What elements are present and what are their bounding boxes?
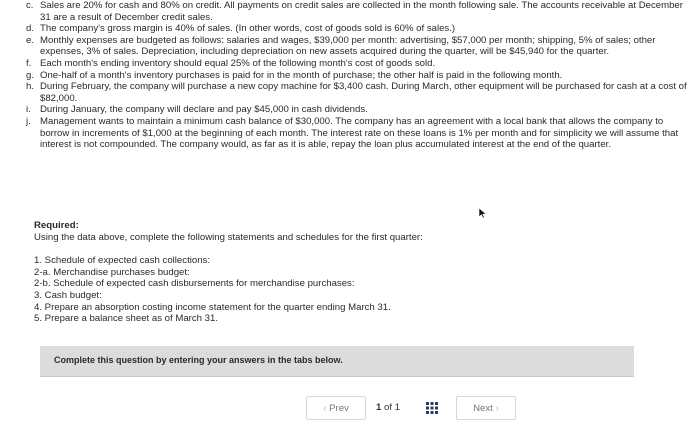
item-marker: g. (26, 69, 35, 81)
chevron-left-icon: ‹ (323, 403, 327, 414)
required-task-list (34, 255, 674, 325)
grid-icon[interactable] (426, 402, 438, 414)
task-item: 2-a. Merchandise purchases budget: (34, 266, 190, 278)
item-marker: e. (26, 34, 35, 46)
item-text: Sales are 20% for cash and 80% on credit. All payments on credit sales are collected in the month following sale. The accounts receivable at December 31 are a result of December credit sales. (40, 0, 683, 23)
item-text: One-half of a month's inventory purchases is paid for in the month of purchase; the other half is paid in the following month. (40, 69, 563, 81)
chevron-right-icon: › (495, 403, 499, 414)
problem-data-list (26, 0, 692, 151)
list-item (26, 35, 692, 58)
required-title: Required: (34, 220, 79, 231)
item-text: Management wants to maintain a minimum cash balance of $30,000. The company has an agreement with a local bank that allows the company to borrow in increments of $1,000 at the beginning of each month. The interest rate on these loans is 1% per month and for simplicity we will assume that interest is not compounded. The company would, as far as it is able, repay the loan plus accumulated interest at the end of the quarter. (40, 115, 679, 151)
task-item: 3. Cash budget: (34, 289, 102, 301)
mouse-cursor-icon (478, 207, 488, 219)
list-item (26, 81, 692, 104)
of-label: of (384, 402, 393, 413)
task-item: 2-b. Schedule of expected cash disbursements for merchandise purchases: (34, 278, 355, 290)
page-indicator (376, 396, 400, 420)
instructions-banner (40, 346, 634, 377)
item-marker: f. (26, 57, 32, 69)
next-button[interactable] (456, 396, 516, 420)
task-item: 1. Schedule of expected cash collections: (34, 255, 210, 267)
prev-label: Prev (329, 403, 349, 414)
item-marker: h. (26, 81, 35, 93)
item-text: During February, the company will purchase a new copy machine for $3,400 cash. During March, other equipment will be purchased for cash at a cost of $82,000. (40, 81, 687, 104)
current-page: 1 (376, 402, 382, 413)
item-text: Monthly expenses are budgeted as follows: salaries and wages, $39,000 per month: advertising, $57,000 per month; shipping, 5% of sales; other expenses, 3% of sales. Depreciation, including depreciation on new assets acquired during the quarter, will be $45,940 for the quarter. (40, 34, 656, 58)
prev-button[interactable] (306, 396, 366, 420)
list-item (26, 58, 692, 70)
required-section (34, 220, 674, 325)
item-text: The company's gross margin is 40% of sales. (In other words, cost of goods sold is 60% of sales.) (40, 23, 456, 35)
list-item (26, 0, 692, 23)
question-navigation (0, 392, 700, 424)
task-item: 4. Prepare an absorption costing income statement for the quarter ending March 31. (34, 301, 391, 313)
total-pages: 1 (394, 402, 401, 413)
item-text: Each month's ending inventory should equal 25% of the following month's cost of goods sold. (40, 57, 436, 69)
item-marker: i. (26, 104, 31, 116)
banner-text: Complete this question by entering your answers in the tabs below. (54, 355, 343, 365)
list-item (26, 70, 692, 82)
required-intro: Using the data above, complete the following statements and schedules for the first quarter: (34, 231, 423, 243)
task-item: 5. Prepare a balance sheet as of March 31. (34, 313, 218, 325)
list-item (26, 23, 692, 35)
item-marker: j. (26, 115, 31, 127)
item-marker: d. (26, 23, 35, 35)
list-item (26, 116, 692, 151)
list-item (26, 104, 692, 116)
pager-controls (306, 396, 530, 420)
next-label: Next (473, 403, 493, 414)
item-text: During January, the company will declare and pay $45,000 in cash dividends. (40, 104, 368, 116)
item-marker: c. (26, 0, 34, 11)
